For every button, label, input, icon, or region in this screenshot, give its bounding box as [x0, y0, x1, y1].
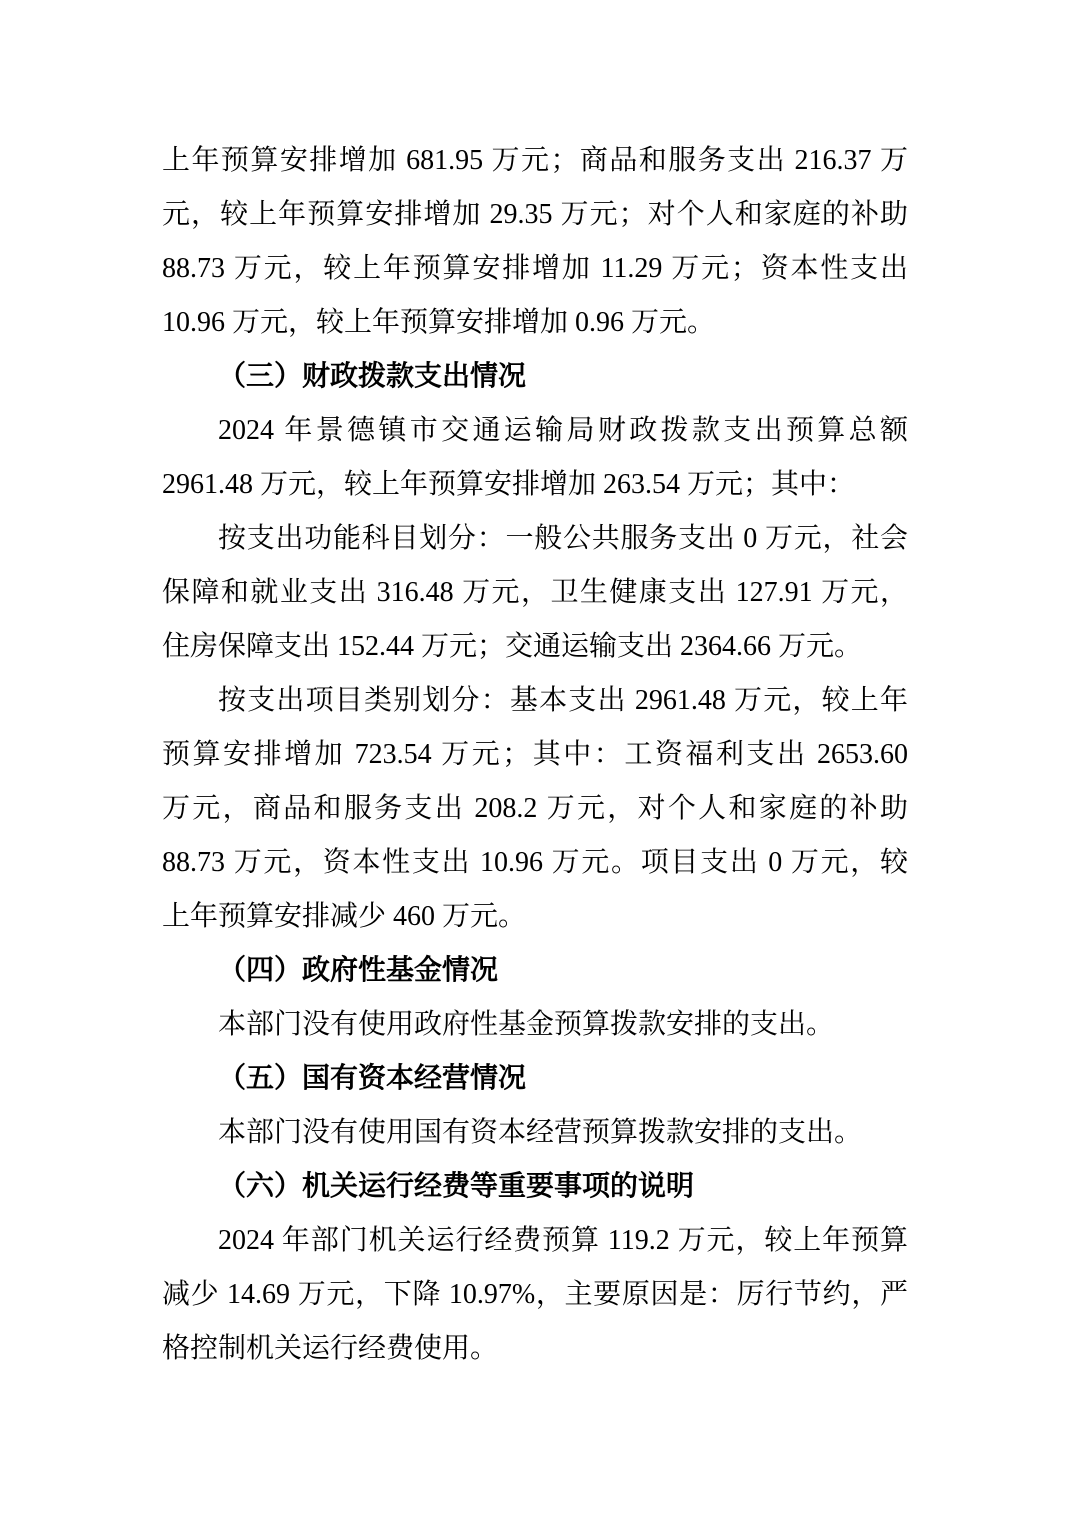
- text-line: 2024 年部门机关运行经费预算 119.2 万元，较上年预算: [218, 1225, 908, 1256]
- text-line: 减少 14.69 万元，下降 10.97%，主要原因是：厉行节约，严: [162, 1279, 908, 1310]
- text-line: 预算安排增加 723.54 万元；其中：工资福利支出 2653.60: [162, 739, 908, 770]
- text-line: 2961.48 万元，较上年预算安排增加 263.54 万元；其中：: [162, 469, 856, 500]
- section-heading: （五）国有资本经营情况: [218, 1063, 527, 1094]
- section-heading: （三）财政拨款支出情况: [218, 361, 527, 392]
- text-line: 上年预算安排增加 681.95 万元；商品和服务支出 216.37 万: [162, 145, 908, 176]
- document-body: [162, 134, 908, 1376]
- text-line: 本部门没有使用国有资本经营预算拨款安排的支出。: [218, 1117, 863, 1148]
- text-line: 本部门没有使用政府性基金预算拨款安排的支出。: [218, 1009, 835, 1040]
- text-line: 元，较上年预算安排增加 29.35 万元；对个人和家庭的补助: [162, 199, 908, 230]
- text-line: 保障和就业支出 316.48 万元，卫生健康支出 127.91 万元，: [162, 577, 908, 608]
- text-line: 万元，商品和服务支出 208.2 万元，对个人和家庭的补助: [162, 793, 908, 824]
- text-line: 按支出功能科目划分：一般公共服务支出 0 万元，社会: [218, 523, 908, 554]
- text-line: 88.73 万元，资本性支出 10.96 万元。项目支出 0 万元，较: [162, 847, 908, 878]
- section-heading: （六）机关运行经费等重要事项的说明: [218, 1171, 695, 1202]
- text-line: 88.73 万元，较上年预算安排增加 11.29 万元；资本性支出: [162, 253, 908, 284]
- text-line: 按支出项目类别划分：基本支出 2961.48 万元，较上年: [218, 685, 908, 716]
- text-line: 10.96 万元，较上年预算安排增加 0.96 万元。: [162, 307, 716, 338]
- text-line: 2024 年景德镇市交通运输局财政拨款支出预算总额: [218, 415, 908, 446]
- section-heading: （四）政府性基金情况: [218, 955, 499, 986]
- text-line: 住房保障支出 152.44 万元；交通运输支出 2364.66 万元。: [162, 631, 863, 662]
- text-line: 上年预算安排减少 460 万元。: [162, 901, 527, 932]
- text-line: 格控制机关运行经费使用。: [162, 1333, 499, 1364]
